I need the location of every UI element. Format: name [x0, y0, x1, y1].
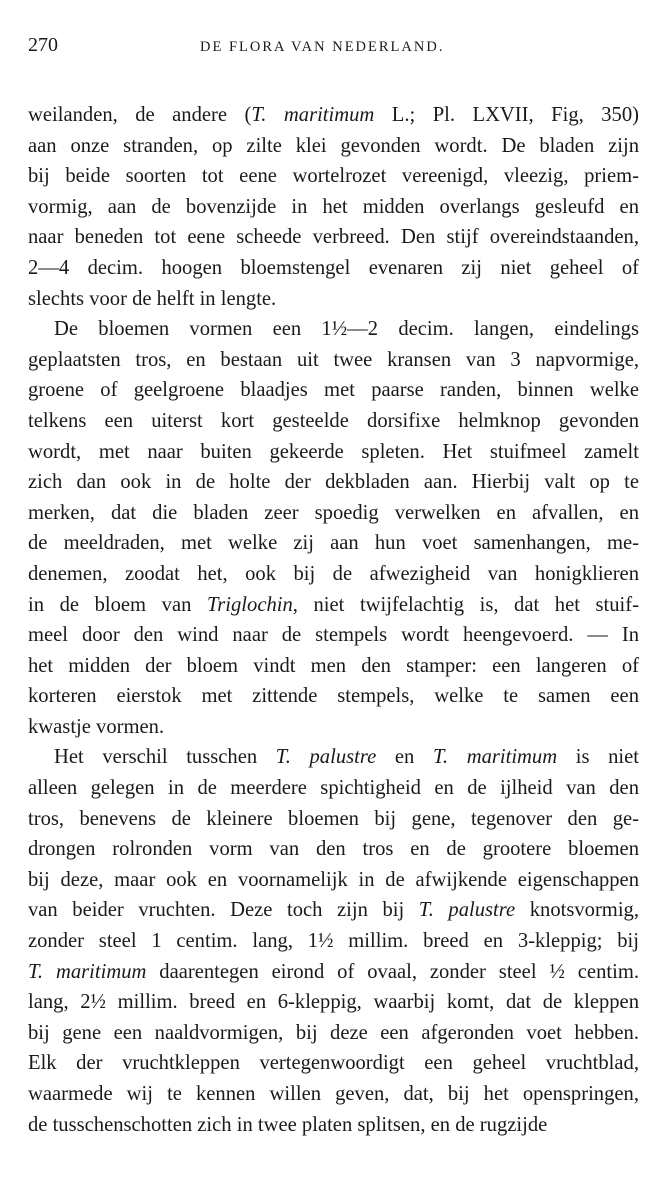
text-segment: in de bloem van	[28, 593, 207, 616]
text-line	[28, 192, 639, 223]
text-segment: de tusschenschotten zich in twee platen splitsen, en de rugzijde	[28, 1113, 548, 1136]
italic-taxon-name: T. maritimum	[28, 960, 147, 983]
text-segment: daarentegen eirond of ovaal, zonder steel ½ centim.	[146, 960, 639, 983]
text-segment: De bloemen vormen een 1½—2 decim. langen, eindelings	[54, 318, 639, 341]
text-segment: denemen, zoodat het, ook bij de afwezigheid van honigklieren	[28, 562, 639, 585]
text-line	[28, 345, 639, 376]
running-head	[28, 34, 639, 60]
text-segment: Elk der vruchtkleppen vertegenwoordigt een geheel vruchtblad,	[28, 1052, 639, 1075]
running-title: DE FLORA VAN NEDERLAND.	[200, 39, 445, 55]
text-segment: knotsvormig,	[515, 899, 639, 922]
text-segment: wordt, met naar buiten gekeerde spleten. Het stuifmeel zamelt	[28, 440, 639, 463]
text-segment: meel door den wind naar de stempels wordt heengevoerd. — In	[28, 624, 639, 647]
text-line	[28, 895, 639, 926]
text-segment: van beider vruchten. Deze toch zijn bij	[28, 899, 419, 922]
text-segment: lang, 2½ millim. breed en 6-kleppig, waarbij komt, dat de kleppen	[28, 991, 639, 1014]
text-segment: het midden der bloem vindt men den stamper: een langeren of	[28, 654, 639, 677]
text-segment: zich dan ook in de holte der dekbladen aan. Hierbij valt op te	[28, 471, 639, 494]
text-segment: drongen rolronden vorm van den tros en de grootere bloemen	[28, 838, 639, 861]
text-line	[28, 590, 639, 621]
text-segment: is niet	[557, 746, 639, 769]
text-line	[28, 987, 639, 1018]
text-segment: bij deze, maar ook en voornamelijk in de afwijkende eigenschappen	[28, 868, 639, 891]
text-line	[28, 926, 639, 957]
text-line	[28, 528, 639, 559]
text-segment: korteren eierstok met zittende stempels, welke te samen een	[28, 685, 639, 708]
italic-taxon-name: T. maritimum	[251, 104, 375, 126]
text-line	[28, 681, 639, 712]
body-text	[28, 100, 639, 1140]
text-segment: merken, dat die bladen zeer spoedig verwelken en afvallen, en	[28, 501, 639, 524]
paragraph-2	[28, 314, 639, 742]
text-segment: L.; Pl. LXVII, Fig, 350)	[374, 104, 639, 126]
text-line	[28, 406, 639, 437]
text-segment: slechts voor de helft in lengte.	[28, 287, 277, 310]
text-segment: bij beide soorten tot eene wortelrozet vereenigd, vleezig, priem-	[28, 165, 639, 188]
paragraph-3	[28, 742, 639, 1140]
italic-taxon-name: T. palustre	[418, 899, 516, 922]
text-line	[28, 437, 639, 468]
text-line	[28, 222, 639, 253]
paragraph-1	[28, 100, 639, 314]
text-segment: Het verschil tusschen	[54, 746, 276, 769]
text-segment: geplaatsten tros, en bestaan uit twee kransen van 3 napvormige,	[28, 348, 639, 371]
italic-taxon-name: T. maritimum	[432, 746, 558, 769]
text-line	[28, 742, 639, 773]
text-segment: waarmede wij te kennen willen geven, dat, bij het openspringen,	[28, 1083, 639, 1105]
text-line	[28, 314, 639, 345]
text-line	[28, 865, 639, 896]
text-line	[28, 712, 639, 743]
text-line	[28, 834, 639, 865]
text-line	[28, 1048, 639, 1079]
text-segment: de meeldraden, met welke zij aan hun voet samenhangen, me-	[28, 532, 639, 555]
text-segment: , niet twijfelachtig is, dat het stuif-	[292, 593, 639, 616]
text-line	[28, 559, 639, 590]
text-segment: tros, benevens de kleinere bloemen bij gene, tegenover den ge-	[28, 807, 639, 830]
text-line	[28, 253, 639, 284]
text-line	[28, 773, 639, 804]
text-line	[28, 100, 639, 131]
text-segment: alleen gelegen in de meerdere spichtigheid en de ijlheid van den	[28, 777, 639, 800]
text-line	[28, 651, 639, 682]
page-number: 270	[28, 34, 58, 56]
text-segment: kwastje vormen.	[28, 715, 165, 738]
text-line	[28, 284, 639, 315]
text-segment: naar beneden tot eene scheede verbreed. Den stijf overeindstaanden,	[28, 226, 639, 249]
text-segment: telkens een uiterst kort gesteelde dorsifixe helmknop gevonden	[28, 409, 639, 432]
text-line	[28, 804, 639, 835]
text-segment: bij gene een naaldvormigen, bij deze een afgeronden voet hebben.	[28, 1021, 639, 1044]
text-line	[28, 1079, 639, 1110]
text-line	[28, 498, 639, 529]
text-line	[28, 957, 639, 988]
text-line	[28, 375, 639, 406]
text-line	[28, 467, 639, 498]
text-segment: weilanden, de andere (	[28, 104, 252, 126]
text-line	[28, 1110, 639, 1141]
text-segment: aan onze stranden, op zilte klei gevonden wordt. De bladen zijn	[28, 134, 639, 157]
text-line	[28, 161, 639, 192]
text-segment: groene of geelgroene blaadjes met paarse randen, binnen welke	[28, 379, 639, 402]
text-segment: vormig, aan de bovenzijde in het midden overlangs gesleufd en	[28, 195, 639, 218]
text-segment: 2—4 decim. hoogen bloemstengel evenaren zij niet geheel of	[28, 256, 639, 279]
italic-taxon-name: Triglochin	[206, 593, 293, 616]
text-segment: en	[376, 746, 433, 769]
text-segment: zonder steel 1 centim. lang, 1½ millim. breed en 3-kleppig; bij	[28, 930, 639, 953]
text-line	[28, 620, 639, 651]
text-line	[28, 131, 639, 162]
italic-taxon-name: T. palustre	[275, 746, 377, 769]
text-line	[28, 1018, 639, 1049]
